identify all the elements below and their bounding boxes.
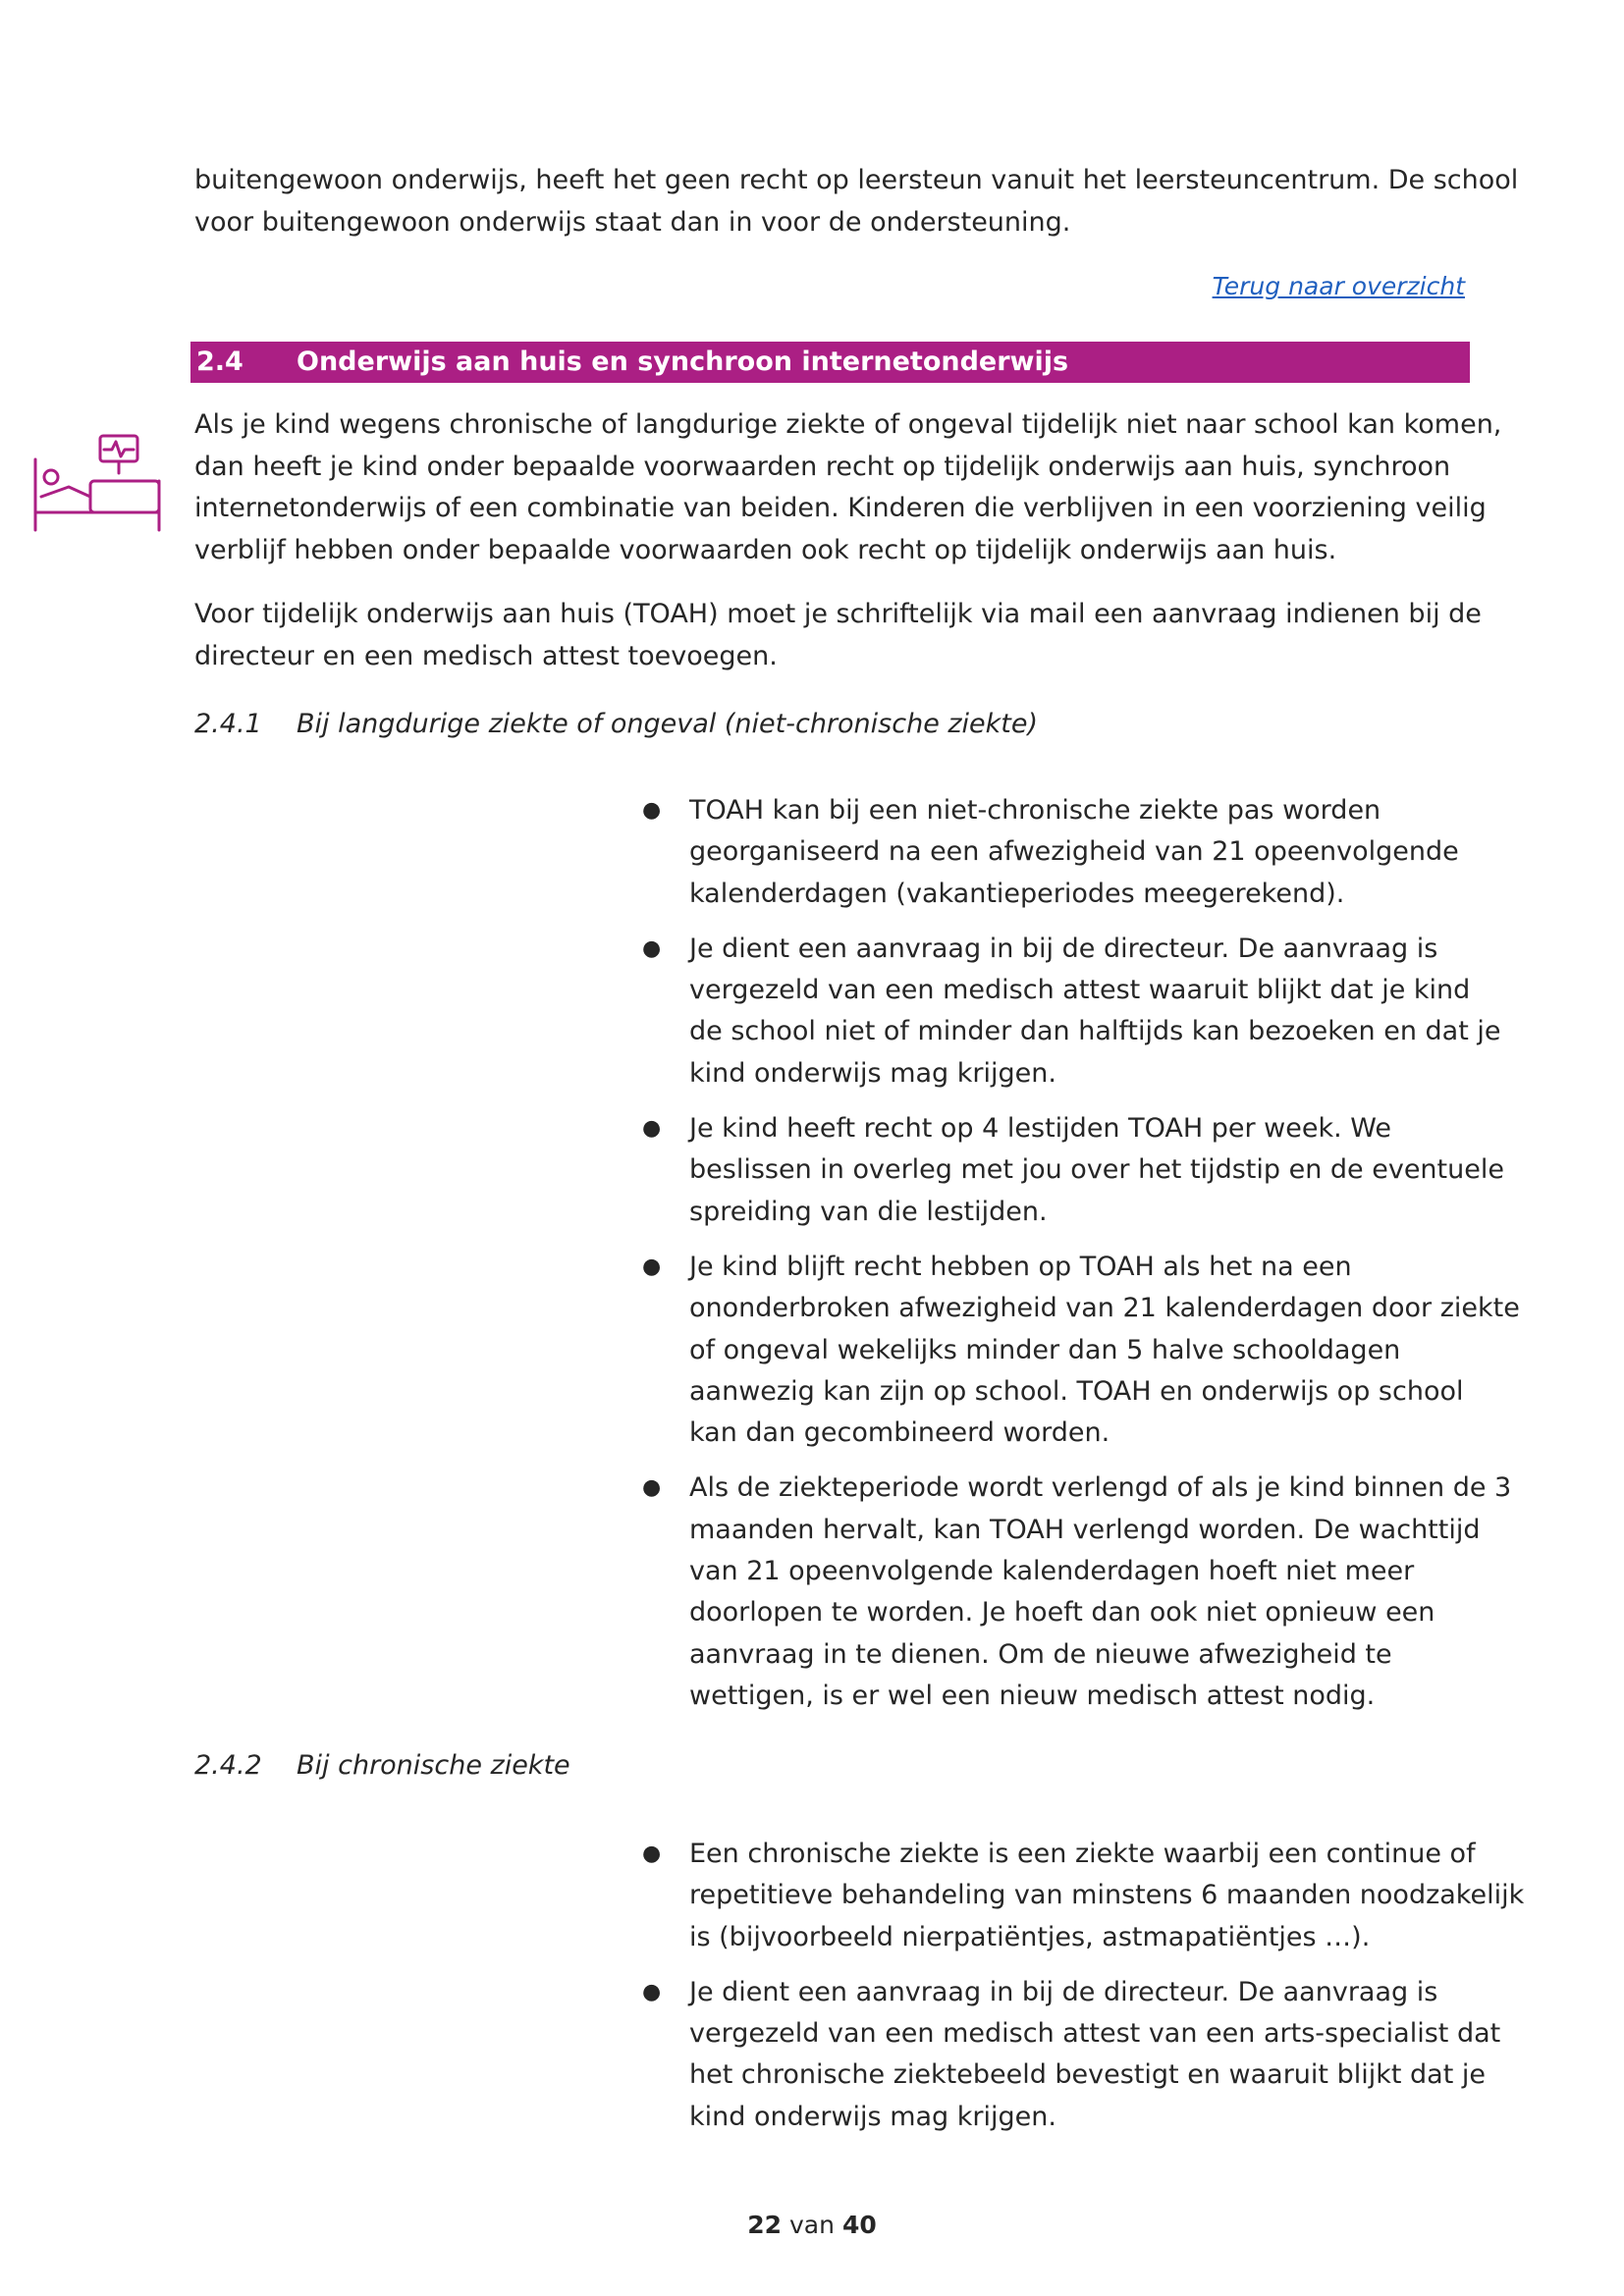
section-number: 2.4 [196, 347, 244, 377]
bullet-list-non-chronic [636, 790, 1520, 1717]
page-total: 40 [841, 2211, 877, 2239]
page-separator: van [789, 2211, 835, 2239]
request-paragraph [194, 594, 1482, 677]
bullet-icon: ● [642, 798, 662, 823]
list-item [636, 1247, 1520, 1454]
back-to-overview-link[interactable]: Terug naar overzicht [1212, 272, 1465, 300]
text-line: Je dient een aanvraag in bij de directeur. De aanvraag is [689, 933, 1438, 964]
text-line: Voor tijdelijk onderwijs aan huis (TOAH) moet je schriftelijk via mail een aanvraag indienen bij de [194, 599, 1482, 629]
text-line: de school niet of minder dan halftijds kan bezoeken en dat je [689, 1016, 1501, 1047]
text-line: georganiseerd na een afwezigheid van 21 opeenvolgende [689, 836, 1459, 868]
subsection-number: 2.4.1 [194, 709, 262, 739]
text-line: aanwezig kan zijn op school. TOAH en onderwijs op school [689, 1375, 1464, 1407]
list-item [636, 1468, 1512, 1717]
list-item [636, 790, 1471, 915]
text-line: repetitieve behandeling van minstens 6 maanden noodzakelijk [689, 1880, 1525, 1911]
page-footer [0, 2211, 1624, 2239]
bullet-icon: ● [642, 1475, 662, 1501]
text-line: kind onderwijs mag krijgen. [689, 2101, 1056, 2132]
text-line: of ongeval wekelijks minder dan 5 halve schooldagen [689, 1334, 1401, 1365]
text-line: het chronische ziektebeeld bevestigt en waaruit blijkt dat je [689, 2059, 1486, 2091]
text-line: aanvraag in te dienen. Om de nieuwe afwezigheid te [689, 1638, 1392, 1670]
intro-paragraph [194, 160, 1519, 243]
text-line: maanden hervalt, kan TOAH verlengd worden. De wachttijd [689, 1514, 1481, 1545]
section-title: Onderwijs aan huis en synchroon internetonderwijs [297, 347, 1069, 377]
bullet-list-chronic [636, 1834, 1525, 2138]
bullet-icon: ● [642, 1116, 662, 1142]
text-line: vergezeld van een medisch attest waaruit blijkt dat je kind [689, 975, 1471, 1006]
text-line: doorlopen te worden. Je hoeft dan ook niet opnieuw een [689, 1597, 1435, 1629]
list-item [636, 929, 1501, 1095]
text-line: Als de ziekteperiode wordt verlengd of als je kind binnen de 3 [689, 1472, 1512, 1504]
text-line: Je kind heeft recht op 4 lestijden TOAH per week. We [689, 1113, 1392, 1145]
bullet-icon: ● [642, 1254, 662, 1279]
list-item [636, 1972, 1501, 2138]
subsection-title: Bij langdurige ziekte of ongeval (niet-chronische ziekte) [297, 709, 1039, 739]
text-line: dan heeft je kind onder bepaalde voorwaarden recht op tijdelijk onderwijs aan huis, synchroon [194, 451, 1451, 482]
text-line: ononderbroken afwezigheid van 21 kalenderdagen door ziekte [689, 1293, 1520, 1324]
text-line: Je dient een aanvraag in bij de directeur. De aanvraag is [689, 1976, 1438, 2007]
text-line: TOAH kan bij een niet-chronische ziekte pas worden [689, 795, 1381, 826]
text-line: spreiding van die lestijden. [689, 1196, 1048, 1227]
text-line: verblijf hebben onder bepaalde voorwaarden ook recht op tijdelijk onderwijs aan huis. [194, 534, 1337, 565]
hospital-bed-icon [29, 432, 163, 540]
text-line: vergezeld van een medisch attest van een arts-specialist dat [689, 2018, 1501, 2050]
text-line: wettigen, is er wel een nieuw medisch attest nodig. [689, 1680, 1376, 1711]
text-line: kind onderwijs mag krijgen. [689, 1057, 1056, 1089]
text-line: directeur en een medisch attest toevoegen. [194, 640, 778, 671]
bullet-icon: ● [642, 1979, 662, 2004]
intro-toah-paragraph [194, 404, 1502, 571]
text-line: Je kind blijft recht hebben op TOAH als het na een [689, 1251, 1352, 1282]
subsection-number: 2.4.2 [194, 1750, 262, 1781]
text-line: van 21 opeenvolgende kalenderdagen hoeft niet meer [689, 1556, 1415, 1587]
text-line: internetonderwijs of een combinatie van beiden. Kinderen die verblijven in een voorziening veilig [194, 493, 1487, 523]
list-item [636, 1108, 1504, 1233]
text-line: kalenderdagen (vakantieperiodes meegerekend). [689, 878, 1345, 909]
list-item [636, 1834, 1525, 1958]
text-line: is (bijvoorbeeld nierpatiëntjes, astmapatiëntjes …). [689, 1921, 1371, 1952]
subsection-title: Bij chronische ziekte [297, 1750, 570, 1781]
text-line: beslissen in overleg met jou over het tijdstip en de eventuele [689, 1154, 1504, 1186]
bullet-icon: ● [642, 1842, 662, 1866]
bullet-icon: ● [642, 935, 662, 961]
text-line: voor buitengewoon onderwijs staat dan in voor de ondersteuning. [194, 206, 1071, 238]
page-number: 22 [747, 2211, 783, 2239]
text-line: buitengewoon onderwijs, heeft het geen recht op leersteun vanuit het leersteuncentrum. De school [194, 165, 1519, 195]
text-line: Als je kind wegens chronische of langdurige ziekte of ongeval tijdelijk niet naar school kan komen, [194, 409, 1502, 440]
text-line: kan dan gecombineerd worden. [689, 1417, 1110, 1449]
section-heading [190, 342, 1470, 383]
text-line: Een chronische ziekte is een ziekte waarbij een continue of [689, 1839, 1476, 1869]
